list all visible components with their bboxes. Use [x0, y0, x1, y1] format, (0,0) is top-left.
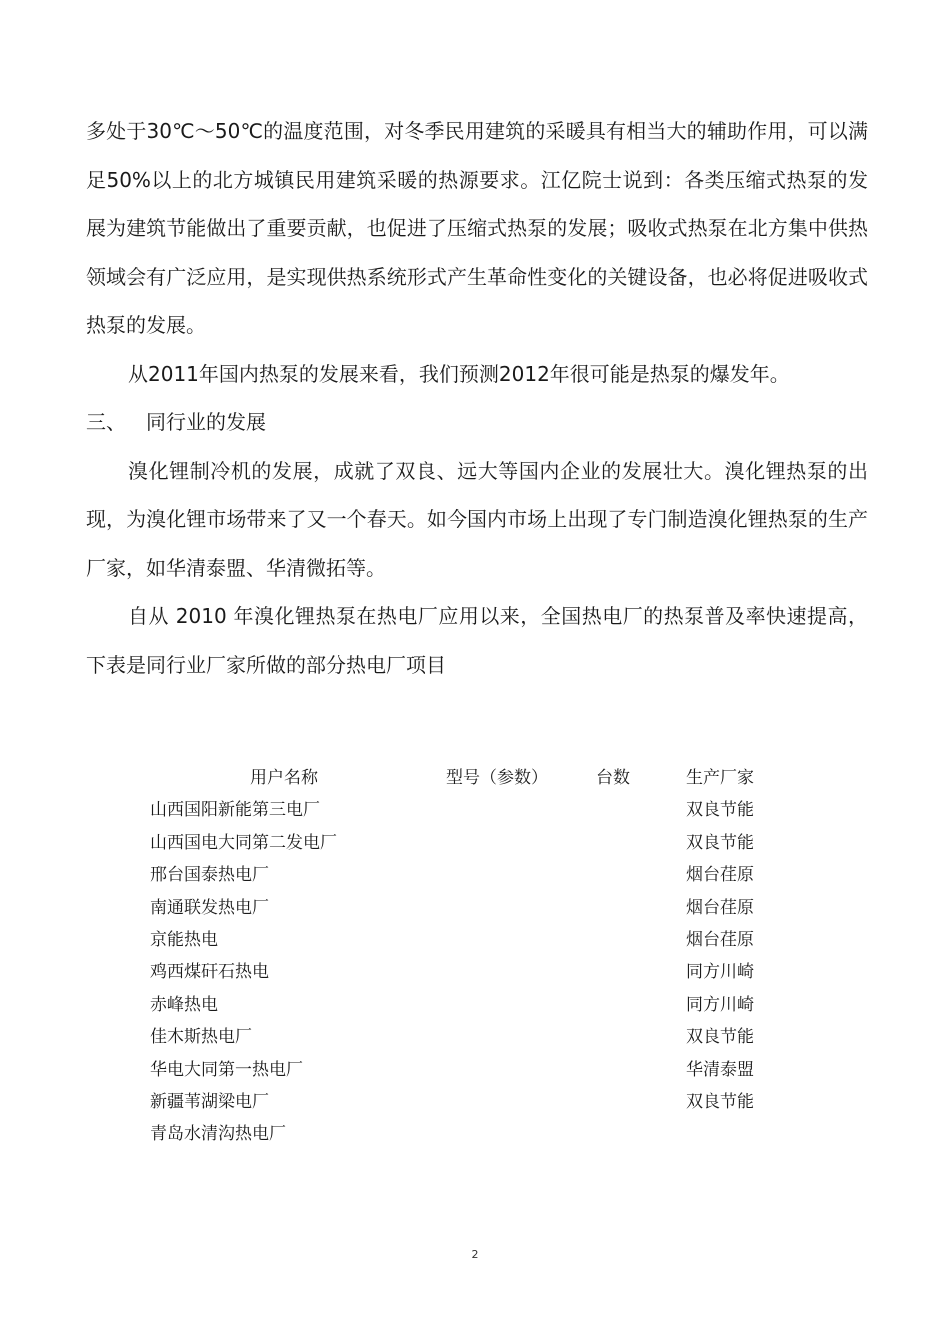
cell-maker: 烟台荏原: [686, 865, 754, 886]
page-number: 2: [471, 1248, 479, 1261]
cell-user: 邢台国泰热电厂: [150, 865, 269, 886]
table-row: [150, 859, 790, 891]
table-row: [150, 1118, 790, 1150]
cell-maker: 双良节能: [686, 1091, 754, 1112]
paragraph-industry: 溴化锂制冷机的发展，成就了双良、远大等国内企业的发展壮大。溴化锂热泵的出现，为溴化锂市场带来了又一个春天。如今国内市场上出现了专门制造溴化锂热泵的生产厂家，如华清泰盟、华清微拓等。: [86, 458, 868, 580]
cell-maker: 双良节能: [686, 1027, 754, 1048]
table-header-row: [150, 762, 790, 794]
table-row: [150, 1054, 790, 1086]
projects-table: [150, 762, 790, 1151]
cell-user: 山西国阳新能第三电厂: [150, 800, 320, 821]
cell-user: 南通联发热电厂: [150, 897, 269, 918]
cell-maker: 华清泰盟: [686, 1059, 754, 1080]
cell-user: 佳木斯热电厂: [150, 1027, 252, 1048]
table-row: [150, 794, 790, 826]
cell-user: 新疆苇湖梁电厂: [150, 1091, 269, 1112]
cell-maker: 烟台荏原: [686, 897, 754, 918]
table-row: [150, 1021, 790, 1053]
cell-maker: 双良节能: [686, 800, 754, 821]
section-number: 三、: [86, 410, 126, 434]
table-row: [150, 1086, 790, 1118]
cell-maker: 同方川崎: [686, 962, 754, 983]
cell-user: 赤峰热电: [150, 994, 218, 1015]
section-title: 同行业的发展: [146, 410, 266, 434]
paragraph-table-intro: 自从 2010 年溴化锂热泵在热电厂应用以来，全国热电厂的热泵普及率快速提高，下表是同行业厂家所做的部分热电厂项目: [86, 604, 868, 677]
table-row: [150, 827, 790, 859]
section-heading: [86, 398, 868, 447]
cell-maker: 同方川崎: [686, 994, 754, 1015]
table-row: [150, 956, 790, 988]
header-count: 台数: [596, 768, 630, 788]
paragraph-forecast: 从2011年国内热泵的发展来看，我们预测2012年很可能是热泵的爆发年。: [128, 361, 790, 386]
table-row: [150, 892, 790, 924]
cell-user: 青岛水清沟热电厂: [150, 1124, 286, 1145]
header-user-name: 用户名称: [250, 768, 318, 788]
cell-user: 山西国电大同第二发电厂: [150, 832, 337, 853]
header-model: 型号（参数）: [446, 768, 548, 788]
header-manufacturer: 生产厂家: [686, 768, 754, 788]
cell-user: 鸡西煤矸石热电: [150, 962, 269, 983]
cell-user: 京能热电: [150, 929, 218, 950]
table-row: [150, 989, 790, 1021]
paragraph-continuation: 多处于30℃～50℃的温度范围，对冬季民用建筑的采暖具有相当大的辅助作用，可以满足50%以上的北方城镇民用建筑采暖的热源要求。江亿院士说到：各类压缩式热泵的发展为建筑节能做出了重要贡献，也促进了压缩式热泵的发展；吸收式热泵在北方集中供热领域会有广泛应用，是实现供热系统形式产生革命性变化的关键设备，也必将促进吸收式热泵的发展。: [86, 119, 868, 337]
table-row: [150, 924, 790, 956]
body-text-top: [86, 107, 868, 689]
cell-maker: 烟台荏原: [686, 929, 754, 950]
cell-user: 华电大同第一热电厂: [150, 1059, 303, 1080]
cell-maker: 双良节能: [686, 832, 754, 853]
